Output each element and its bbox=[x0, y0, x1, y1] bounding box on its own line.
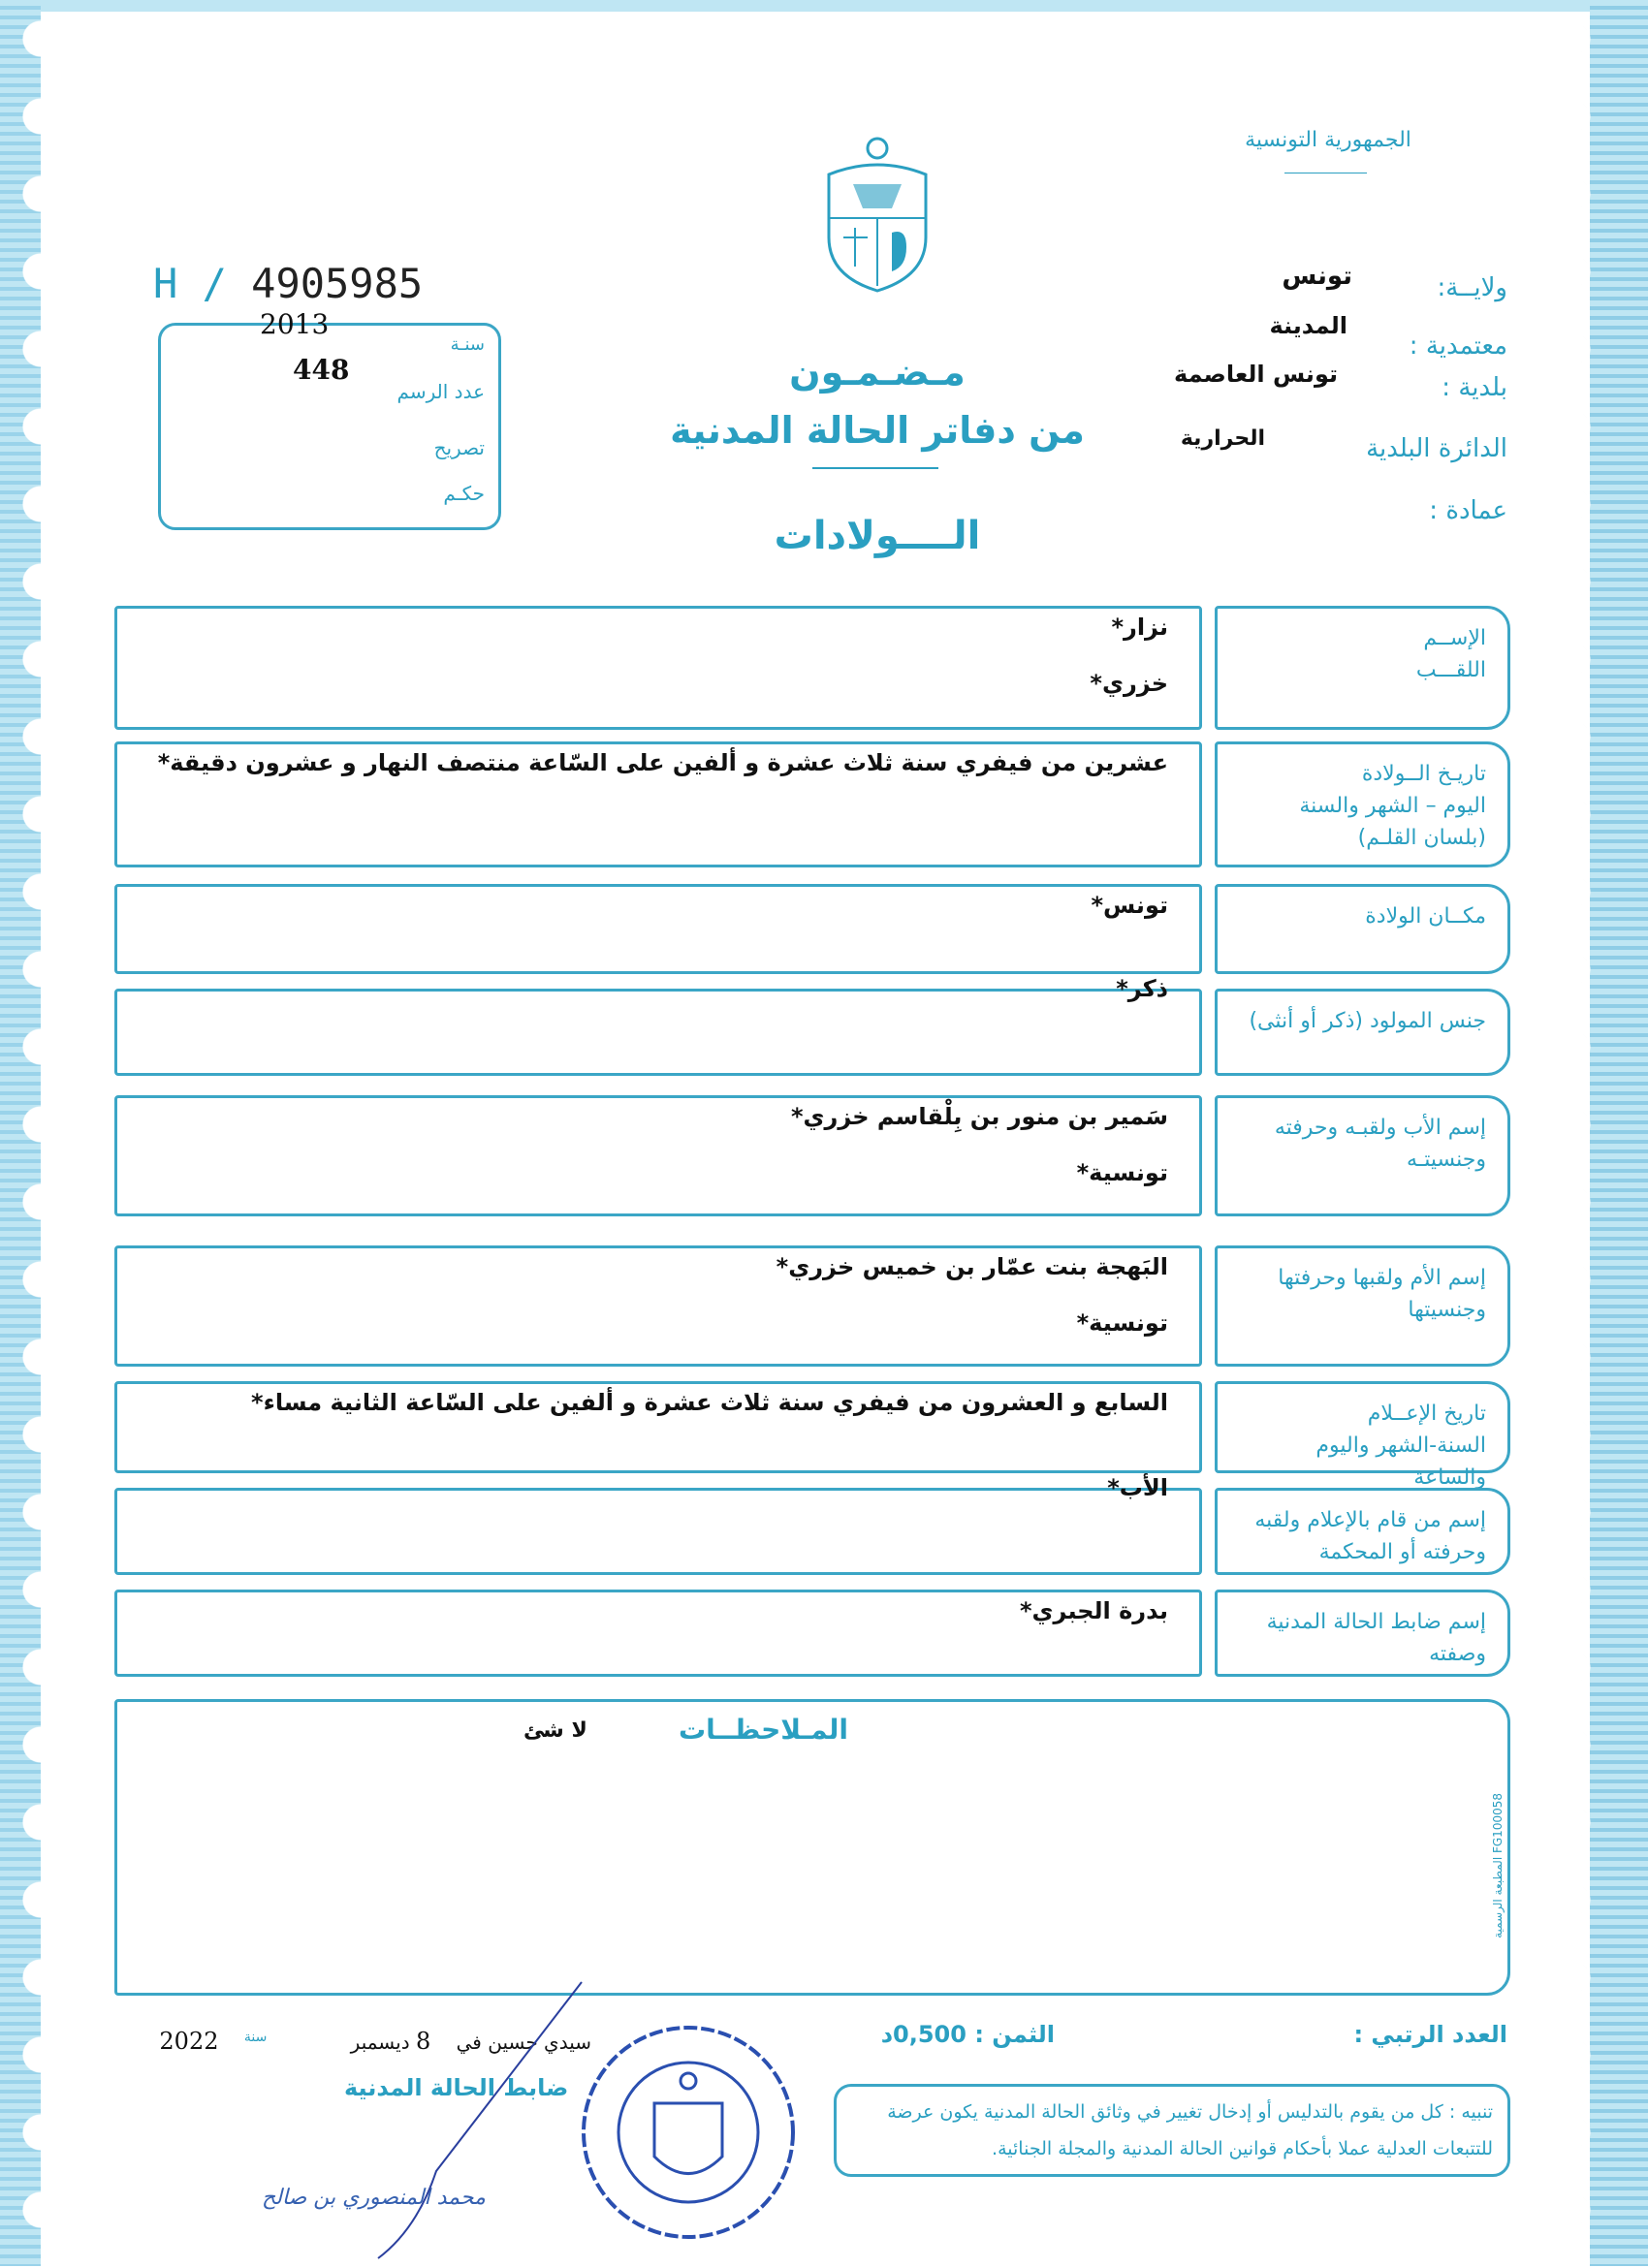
issue-day: 8 bbox=[415, 2028, 431, 2055]
border-decoration-right bbox=[1590, 0, 1648, 2266]
row-sex-label: جنس المولود (ذكر أو أنثى) bbox=[1215, 989, 1510, 1076]
official-stamp-icon bbox=[577, 2021, 800, 2244]
signature-stroke-icon bbox=[320, 1977, 611, 2268]
serial-number bbox=[153, 260, 423, 307]
register-year-label: سنـة bbox=[450, 334, 485, 355]
row-father-value: تونسية* bbox=[1076, 1159, 1168, 1186]
row-mother-label: إسم الأم ولقبها وحرفتها وجنسيتها bbox=[1215, 1245, 1510, 1367]
row-birth-place-value: تونس* bbox=[1091, 892, 1168, 919]
admin-delegation-label: معتمدية : bbox=[1409, 331, 1507, 361]
row-declarant-value-box bbox=[114, 1488, 1202, 1575]
row-birth-place-label: مكــان الولادة bbox=[1215, 884, 1510, 974]
admin-district-value: الحرارية bbox=[1180, 426, 1265, 451]
row-registrar-label: إسم ضابط الحالة المدنية وصفته bbox=[1215, 1590, 1510, 1677]
issue-place: سيدي حسين bbox=[488, 2031, 591, 2054]
title-content: مـضـمـون bbox=[789, 351, 966, 394]
row-name-surname-value: نزار* bbox=[1111, 614, 1168, 641]
price-value: 0,500د bbox=[880, 2021, 967, 2048]
row-sex-value-box bbox=[114, 989, 1202, 1076]
register-judgment-label: حكـم bbox=[443, 482, 485, 505]
row-father-label: إسم الأب ولقبـه وحرفته وجنسيتـه bbox=[1215, 1095, 1510, 1216]
price bbox=[881, 2021, 1055, 2048]
row-mother-value: تونسية* bbox=[1076, 1309, 1168, 1337]
admin-governorate-value: تونس bbox=[1282, 262, 1352, 291]
issue-year: 2022 bbox=[159, 2028, 219, 2055]
republic-heading: الجمهورية التونسية bbox=[1245, 128, 1411, 152]
title-births: الــــولادات bbox=[774, 514, 981, 558]
row-birth-date-label: تاريـخ الــولادة اليوم – الشهر والسنة (بلسان القلـم) bbox=[1215, 741, 1510, 867]
warning-text: تنبيه : كل من يقوم بالتدليس أو إدخال تغيير في وثائق الحالة المدنية يكون عرضة للتتبعات العدلية عملا بأحكام قوانين الحالة المدنية والمجلة الجنائية. bbox=[887, 2101, 1493, 2159]
admin-delegation-value: المدينة bbox=[1269, 312, 1347, 339]
row-registrar-value: بدرة الجبري* bbox=[1019, 1597, 1168, 1624]
coat-of-arms-icon bbox=[819, 131, 935, 296]
title-underline bbox=[812, 467, 938, 469]
serial-value: 4905985 bbox=[251, 260, 424, 307]
row-father-value: سَمير بن منور بن بِلْقاسم خزري* bbox=[790, 1103, 1168, 1130]
row-declarant-label: إسم من قام بالإعلام ولقبه وحرفته أو المحكمة bbox=[1215, 1488, 1510, 1575]
serial-prefix: H / bbox=[153, 260, 227, 307]
row-declaration-date-value: السابع و العشرون من فيفري سنة ثلاث عشرة و ألفين على السّاعة الثانية مساء* bbox=[251, 1389, 1168, 1416]
register-record-label: عدد الرسم bbox=[396, 380, 485, 403]
admin-governorate-label: ولايــة: bbox=[1437, 273, 1507, 302]
officer-title: ضابط الحالة المدنية bbox=[344, 2074, 569, 2101]
admin-municipality-value: تونس العاصمة bbox=[1174, 361, 1338, 388]
admin-municipality-label: بلدية : bbox=[1442, 373, 1507, 402]
admin-district-label: الدائرة البلدية bbox=[1366, 434, 1507, 463]
remarks-value: لا شئ bbox=[523, 1718, 587, 1743]
issue-month: ديسمبر bbox=[350, 2031, 410, 2054]
officer-signature: محمد المنصوري بن صالح bbox=[262, 2186, 486, 2210]
title-civil-registers: من دفاتر الحالة المدنية bbox=[670, 409, 1085, 452]
row-sex-value: ذكر* bbox=[1116, 975, 1168, 1002]
printer-mark: المطبعة الرسمية FG100058 bbox=[1491, 1793, 1505, 1938]
row-mother-value: البَهجة بنت عمّار بن خميس خزري* bbox=[776, 1253, 1168, 1280]
register-year-value: 2013 bbox=[260, 308, 330, 340]
row-name-surname-value-box bbox=[114, 606, 1202, 730]
row-declarant-value: الأب* bbox=[1107, 1474, 1168, 1501]
row-declaration-date-label: تاريخ الإعــلام السنة-الشهر واليوم والساعة bbox=[1215, 1381, 1510, 1473]
price-label: الثمن : bbox=[974, 2021, 1055, 2048]
row-birth-place-value-box bbox=[114, 884, 1202, 974]
row-name-surname-label: الإســم اللقـــب bbox=[1215, 606, 1510, 730]
serial-order-label: العدد الرتبي : bbox=[1353, 2021, 1507, 2048]
register-declaration-label: تصريح bbox=[433, 436, 485, 459]
row-name-surname-value: خزري* bbox=[1090, 670, 1168, 697]
admin-sector-label: عمادة : bbox=[1429, 496, 1507, 525]
issue-year-label: سنة bbox=[243, 2030, 268, 2046]
border-decoration-top bbox=[0, 0, 1648, 12]
register-record-value: 448 bbox=[293, 354, 350, 386]
border-decoration-left bbox=[0, 0, 41, 2266]
row-birth-date-value: عشرين من فيفري سنة ثلاث عشرة و ألفين على السّاعة منتصف النهار و عشرون دقيقة* bbox=[157, 749, 1168, 776]
issue-in: في bbox=[456, 2031, 482, 2054]
remarks-label: المـلاحظــات bbox=[679, 1714, 848, 1746]
